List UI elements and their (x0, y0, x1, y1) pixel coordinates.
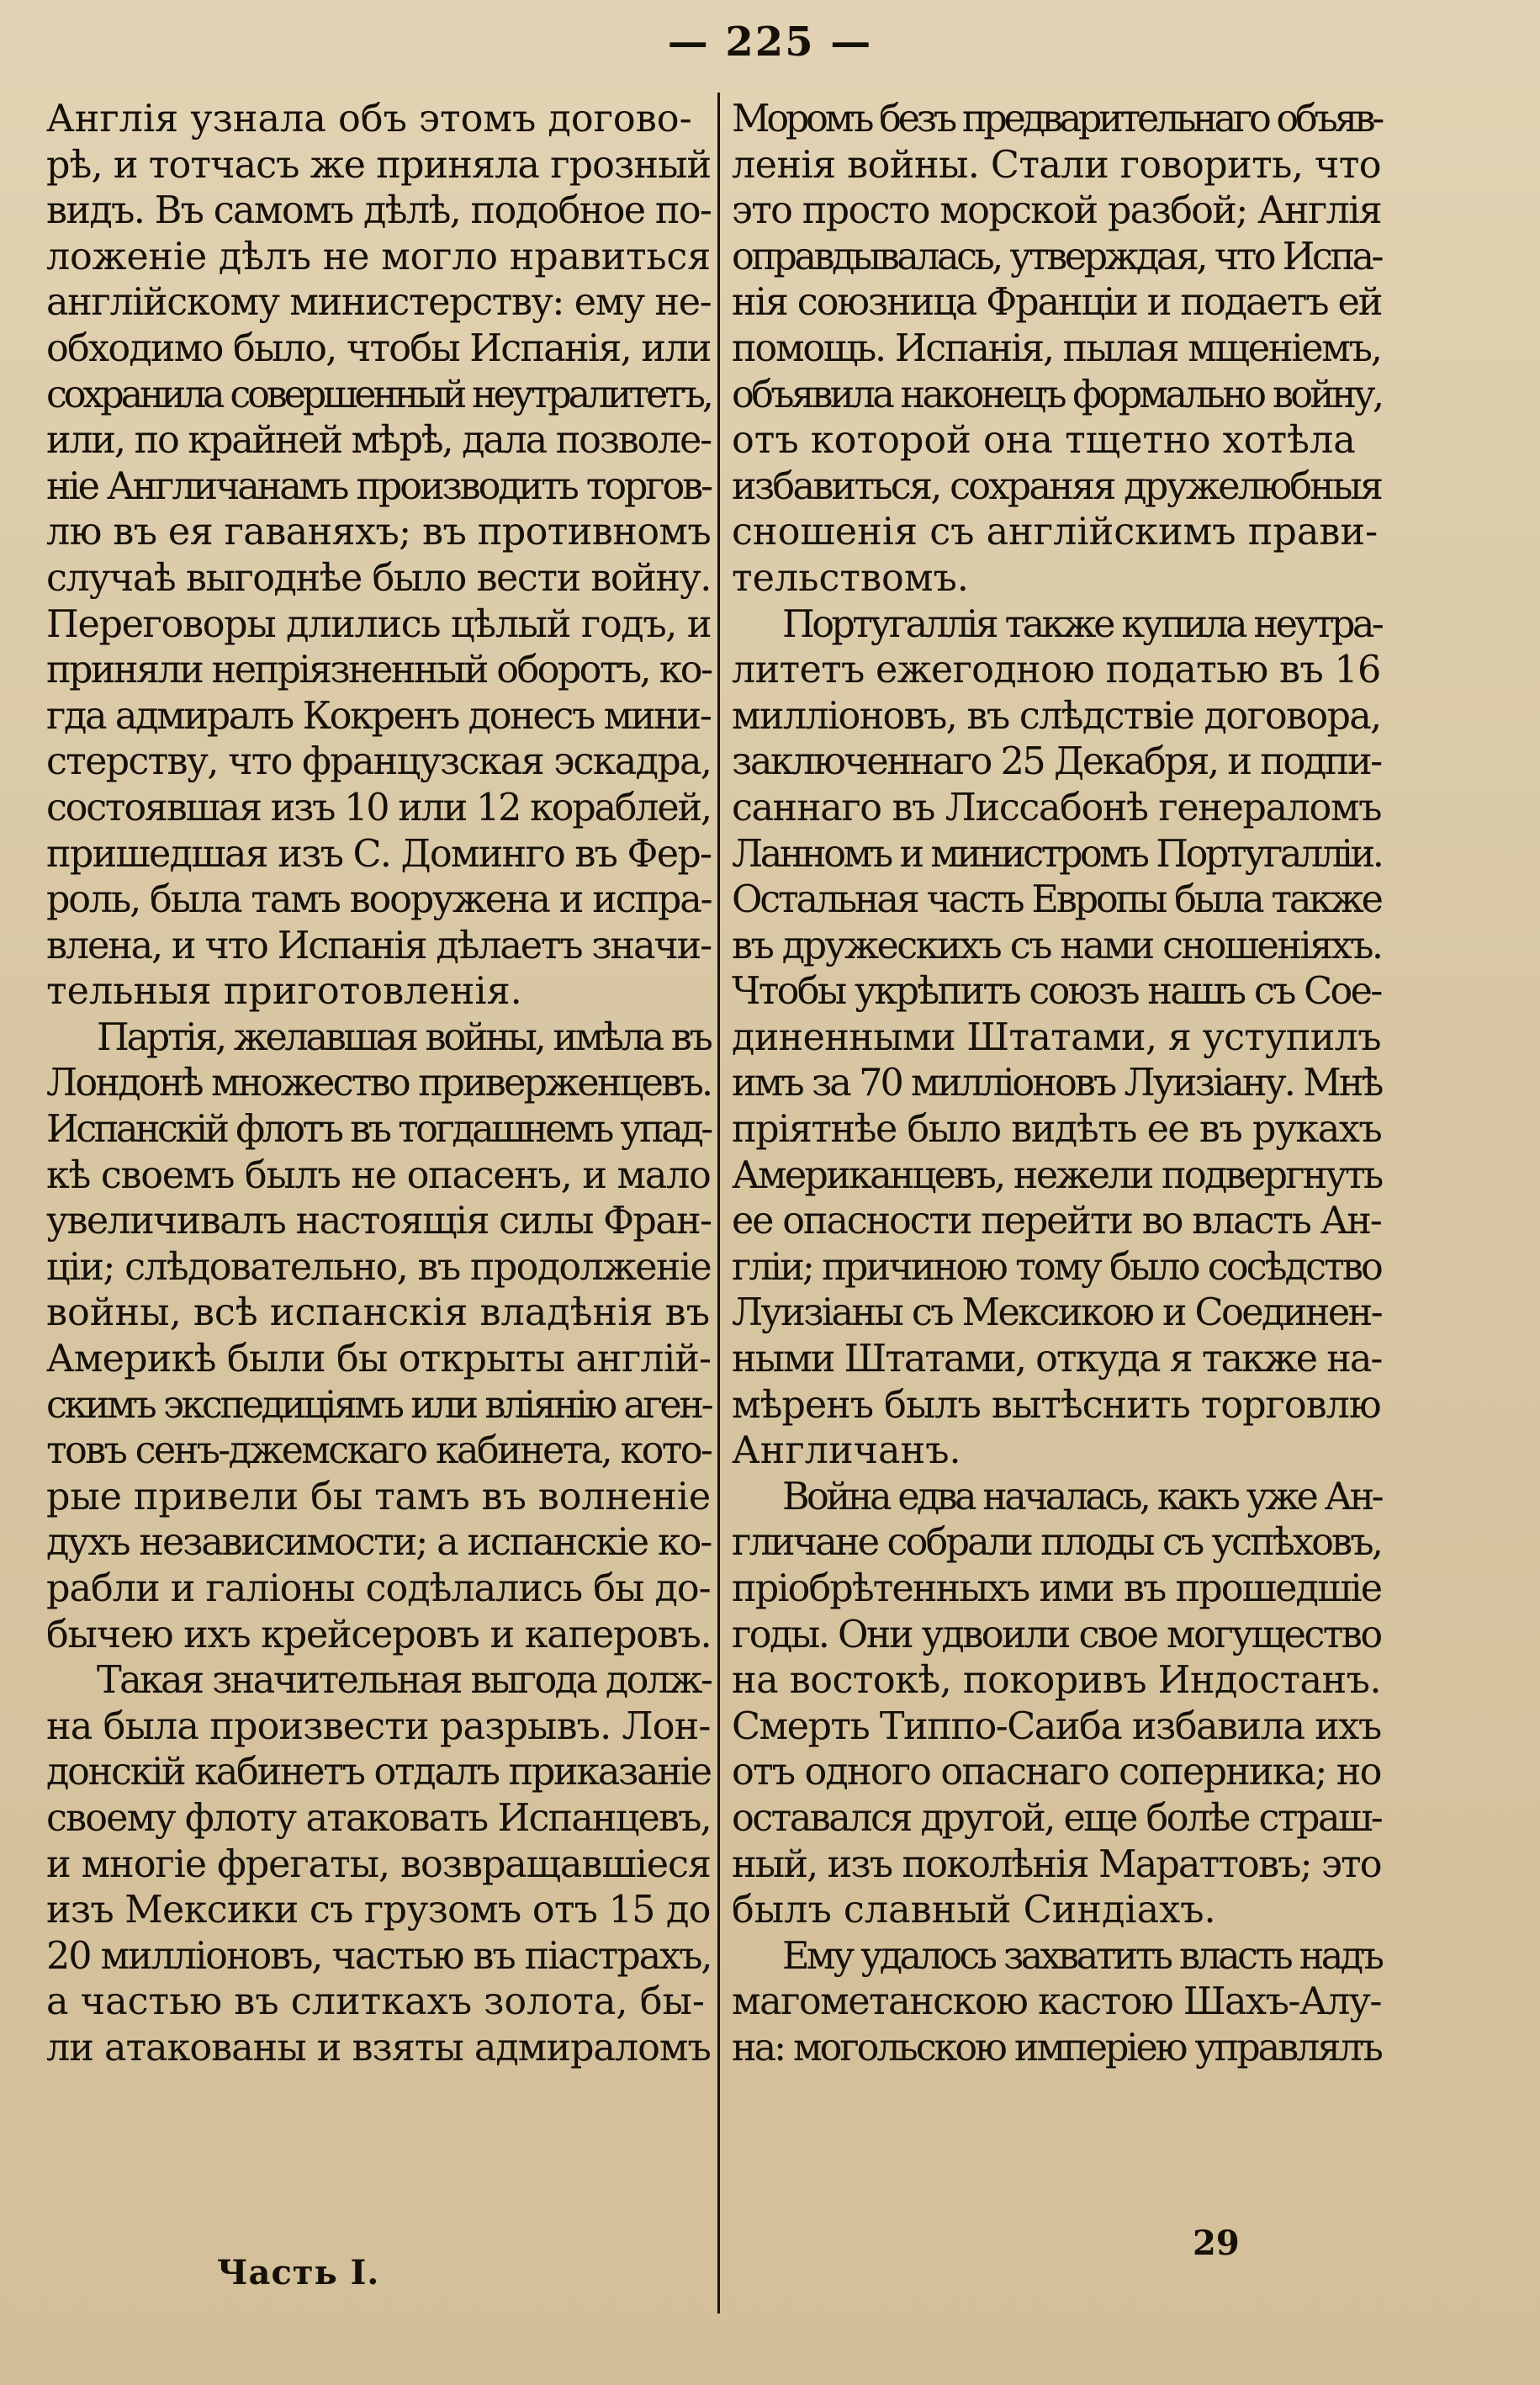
text-line: Смерть Типпо-Саиба избавила ихъ (732, 1704, 1381, 1748)
text-line: нія союзница Франціи и подаетъ ей (732, 281, 1382, 325)
text-line: ленія войны. Стали говорить, что (732, 143, 1381, 187)
text-line: товъ сенъ-джемскаго кабинета, кото- (46, 1429, 712, 1473)
text-line: лю въ ея гаваняхъ; въ противномъ (46, 511, 712, 554)
text-line: Америкѣ были бы открыты англій- (46, 1338, 712, 1381)
text-line: былъ славный Синдіахъ. (732, 1889, 1216, 1932)
text-line: ложеніе дѣлъ не могло нравиться (46, 235, 711, 278)
text-line: роль, была тамъ вооружена и испра- (46, 878, 712, 922)
text-line: Ланномъ и министромъ Португалліи. (732, 832, 1382, 876)
text-line: изъ Мексики съ грузомъ отъ 15 до (46, 1889, 711, 1932)
text-line: отъ одного опаснаго соперника; но (732, 1751, 1381, 1794)
text-line: Ему удалось захватить власть надъ (782, 1934, 1382, 1978)
text-line: Чтобы укрѣпить союзъ нашъ съ Сое- (732, 970, 1381, 1014)
column-divider (717, 93, 720, 2313)
part-signature: Часть I. (217, 2253, 380, 2292)
text-line: Партія, желавшая войны, имѣла въ (97, 1015, 711, 1059)
text-line: Остальная часть Европы была также (732, 878, 1381, 922)
text-line: 20 милліоновъ, частью въ піастрахъ, (46, 1934, 712, 1978)
text-line: англійскому министерству: ему не- (46, 281, 712, 325)
text-line: ли атакованы и взяты адмираломъ (46, 2026, 711, 2070)
right-text-column (732, 97, 1381, 2072)
text-line: на востокѣ, покоривъ Индостанъ. (732, 1659, 1382, 1703)
text-line: литетъ ежегодною податью въ 16 (732, 649, 1381, 692)
text-line: и многіе фрегаты, возвращавшіеся (46, 1842, 711, 1886)
text-line: Война едва началась, какъ уже Ан- (782, 1475, 1381, 1518)
text-line: оставался другой, еще болѣе страш- (732, 1796, 1382, 1840)
left-text-column (46, 97, 711, 2072)
text-line: скимъ экспедиціямъ или вліянію аген- (46, 1383, 712, 1427)
text-line: годы. Они удвоили свое могущество (732, 1613, 1381, 1656)
text-line: сношенія съ англійскимъ прави- (732, 511, 1379, 554)
text-line: рабли и галіоны содѣлались бы до- (46, 1567, 711, 1610)
text-line: Американцевъ, нежели подвергнуть (732, 1153, 1382, 1197)
text-line: донскій кабинетъ отдалъ приказаніе (46, 1751, 711, 1794)
sheet-number: 29 (1193, 2223, 1240, 2263)
text-line: ными Штатами, откуда я также на- (732, 1338, 1382, 1381)
text-line: стерству, что французская эскадра, (46, 740, 712, 784)
text-line: отъ которой она тщетно хотѣла (732, 419, 1356, 463)
text-line: Переговоры длились цѣлый годъ, и (46, 602, 712, 646)
text-line: Португаллія также купила неутра- (782, 602, 1382, 646)
text-line: на была произвести разрывъ. Лон- (46, 1704, 711, 1748)
text-line: а частью въ слиткахъ золота, бы- (46, 1980, 705, 2024)
text-line: ный, изъ поколѣнія Мараттовъ; это (732, 1842, 1381, 1886)
text-line: въ дружескихъ съ нами сношеніяхъ. (732, 924, 1382, 967)
text-line: рые привели бы тамъ въ волненіе (46, 1475, 712, 1518)
text-line: ніе Англичанамъ производить торгов- (46, 464, 712, 508)
text-line: влена, и что Испанія дѣлаетъ значи- (46, 924, 711, 967)
text-line: Англія узнала объ этомъ догово- (46, 98, 692, 140)
text-line: милліоновъ, въ слѣдствіе договора, (732, 694, 1381, 738)
text-line: мѣренъ былъ вытѣснить торговлю (732, 1383, 1381, 1427)
text-line: ее опасности перейти во власть Ан- (732, 1200, 1381, 1243)
text-line: состоявшая изъ 10 или 12 кораблей, (46, 786, 711, 829)
text-line: саннаго въ Лиссабонѣ генераломъ (732, 786, 1382, 829)
text-line: или, по крайней мѣрѣ, дала позволе- (46, 419, 711, 463)
text-line: сохранила совершенный неутралитетъ, (46, 373, 711, 416)
text-line: Луизіаны съ Мексикою и Соединен- (732, 1291, 1382, 1335)
text-line: тельствомъ. (732, 556, 969, 600)
text-line: духъ независимости; а испанскіе ко- (46, 1521, 712, 1565)
text-line: гліи; причиною тому было сосѣдство (732, 1245, 1381, 1289)
text-line: увеличивалъ настоящія силы Фран- (46, 1200, 712, 1243)
text-line: тельныя приготовленія. (46, 970, 522, 1014)
text-line: Испанскій флотъ въ тогдашнемъ упад- (46, 1108, 711, 1152)
text-line: Моромъ безъ предварительнаго объяв- (732, 98, 1382, 140)
text-line: рѣ, и тотчасъ же приняла грозный (46, 143, 712, 187)
text-line: гда адмиралъ Кокренъ донесъ мини- (46, 694, 711, 738)
text-line: имъ за 70 милліоновъ Луизіану. Мнѣ (732, 1062, 1382, 1105)
text-line: ціи; слѣдовательно, въ продолженіе (46, 1245, 712, 1289)
text-line: пришедшая изъ С. Доминго въ Фер- (46, 832, 712, 876)
text-line: кѣ своемъ былъ не опасенъ, и мало (46, 1153, 711, 1197)
text-line: своему флоту атаковать Испанцевъ, (46, 1796, 711, 1840)
text-line: войны, всѣ испанскія владѣнія въ (46, 1291, 711, 1335)
text-line: приняли непріязненный оборотъ, ко- (46, 649, 712, 692)
text-line: пріобрѣтенныхъ ими въ прошедшіе (732, 1567, 1382, 1610)
text-line: случаѣ выгоднѣе было вести войну. (46, 556, 711, 600)
text-line: помощь. Испанія, пылая мщеніемъ, (732, 326, 1381, 370)
text-line: избавиться, сохраняя дружелюбныя (732, 464, 1382, 508)
text-line: видъ. Въ самомъ дѣлѣ, подобное по- (46, 189, 712, 233)
text-line: объявила наконецъ формально войну, (732, 373, 1382, 416)
text-line: Лондонѣ множество приверженцевъ. (46, 1062, 712, 1105)
text-line: магометанскою кастою Шахъ-Алу- (732, 1980, 1381, 2024)
page-number: — 225 — (667, 19, 873, 66)
text-line: пріятнѣе было видѣть ее въ рукахъ (732, 1108, 1382, 1152)
text-line: это просто морской разбой; Англія (732, 189, 1382, 233)
text-line: бычею ихъ крейсеровъ и каперовъ. (46, 1613, 712, 1656)
text-line: гличане собрали плоды съ успѣховъ, (732, 1521, 1381, 1565)
text-line: диненными Штатами, я уступилъ (732, 1015, 1381, 1059)
text-line: Англичанъ. (732, 1429, 961, 1473)
text-line: на: могольскою имперіею управлялъ (732, 2026, 1381, 2070)
text-line: оправдывалась, утверждая, что Испа- (732, 235, 1381, 278)
text-line: заключеннаго 25 Декабря, и подпи- (732, 740, 1381, 784)
text-line: Такая значительная выгода долж- (97, 1659, 712, 1703)
text-line: обходимо было, чтобы Испанія, или (46, 326, 711, 370)
